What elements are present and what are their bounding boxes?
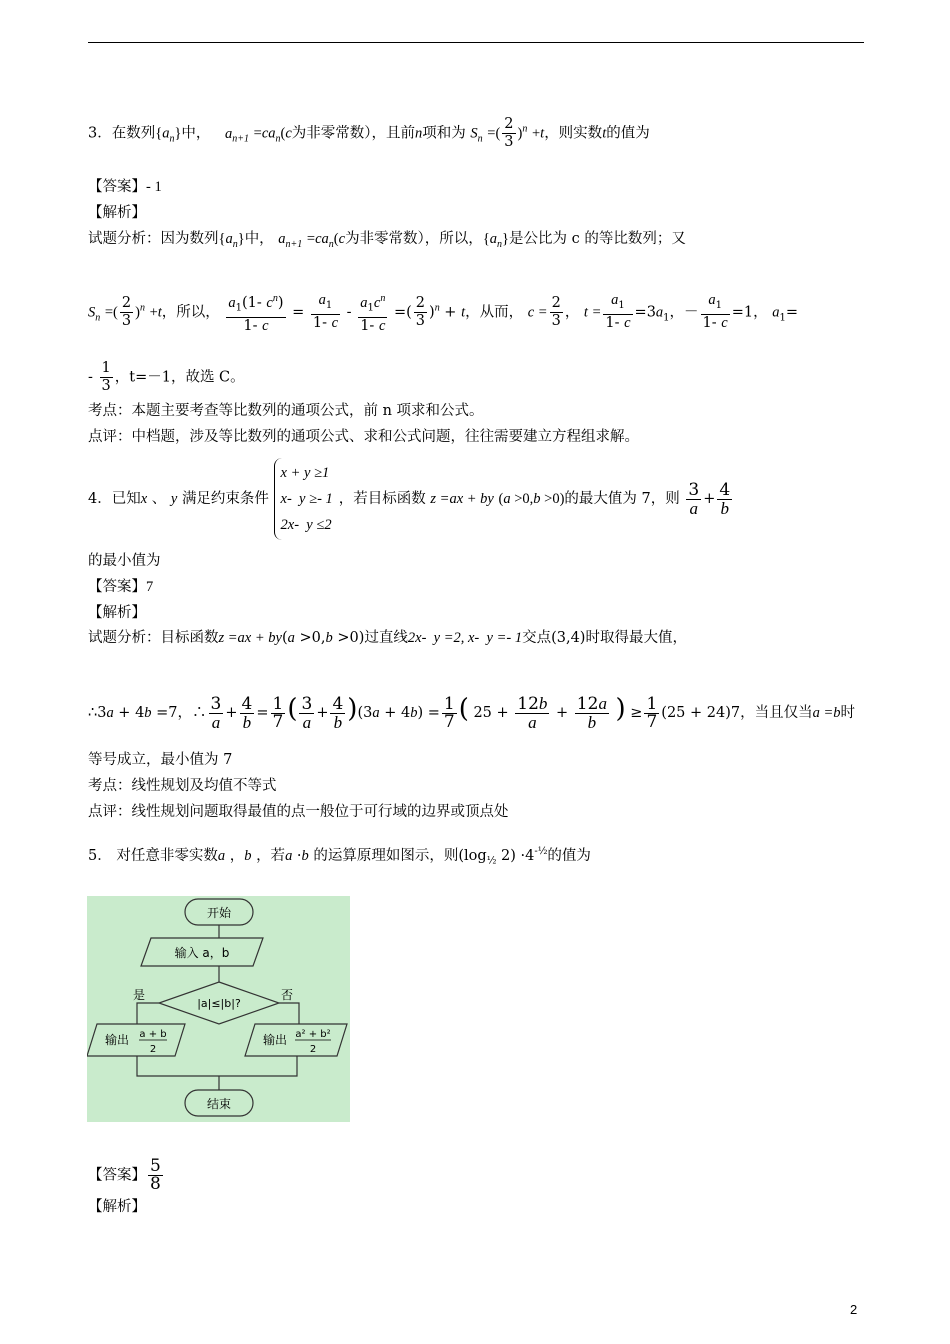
left-num: a + b — [139, 1029, 167, 1040]
output-left-node — [87, 1024, 185, 1056]
q4-analysis-3: 等号成立，最小值为 7 — [88, 752, 233, 768]
q4-analysis-2: ∴3a + 4b =7，∴ $\frac{3}{a}$ + $\frac{4}{b}$ = $\frac{1}{7}$ ( $\frac{3}{a}$ + $\frac{4}{b}$ )(3a + 4b) = $\frac{1}{7}$ ( 25 + $\frac{12b}{a}$ + $\frac{12a}{b}$ ) ≥ $\frac{1}{7}$ (25 + 24)7，当且仅当a =b时 — [88, 693, 856, 732]
q3-analysis-3: - $\frac{1}{3}$ ，t=－1，故选 C。 — [88, 360, 245, 394]
q3-analysis-label: 【解析】 — [88, 205, 146, 221]
q3-dianping: 点评：中档题，涉及等比数列的通项公式、求和公式问题，往往需要建立方程组求解。 — [88, 429, 639, 445]
left-den: 2 — [149, 1044, 157, 1055]
right-num: a² + b² — [295, 1029, 331, 1040]
q4-dianping: 点评：线性规划问题取得最值的点一般位于可行域的边界或顶点处 — [88, 804, 509, 820]
right-den: 2 — [309, 1044, 317, 1055]
output-left-label: 输出 — [105, 1033, 130, 1047]
no-label: 否 — [280, 988, 294, 1002]
page-number: 2 — [850, 1302, 858, 1317]
start-label: 开始 — [206, 906, 232, 920]
condition-label: |a|≤|b|? — [197, 997, 241, 1010]
flowchart — [87, 896, 350, 1122]
output-right-label: 输出 — [263, 1033, 288, 1047]
q5-answer: 【答案】 $\frac{5}{8}$ — [88, 1156, 161, 1194]
q3-kaodian: 考点：本题主要考查等比数列的通项公式，前 n 项求和公式。 — [88, 403, 484, 419]
q4-answer: 【答案】7 — [88, 579, 154, 595]
end-label: 结束 — [206, 1097, 232, 1111]
flowchart-svg — [87, 896, 350, 1122]
input-label: 输入 a，b — [174, 946, 230, 960]
q4-line2: 的最小值为 — [88, 553, 161, 569]
q3-analysis-2: $S_n$ =( $\frac{2}{3}$ )$^n$ +t，所以， $\frac{a_1(1- c^n)}{1- c}$ = $\frac{a_1}{1- c}$ - $\frac{a_1c^n}{1- c}$ =( $\frac{2}{3}$ )$^n$ + t，从而， c = $\frac{2}{3}$ ， t = $\frac{a_1}{1- c}$ $=3a_1$，－ $\frac{a_1}{1- c}$ =1， $a_1=$ — [88, 290, 798, 335]
q5-analysis-label: 【解析】 — [88, 1199, 146, 1215]
q4-statement: 4．已知x 、 y 满足约束条件 x + y ≥1 x- y ≥- 1 2x- y ≤2 ，若目标函数 z =ax + by (a >0,b >0)的最大值为 7，则 $\frac{3}{a}$ + $\frac{4}{b}$ — [88, 458, 734, 540]
q3-statement: 3．在数列$\{a_n\}$中， $a_{n+1} =ca_n(c$为非零常数），且前n项和为 $S_n$ =( $\frac{2}{3}$ )$^n$ +t，则实数t的值为 — [88, 116, 650, 150]
header-rule — [88, 42, 864, 43]
q4-kaodian: 考点：线性规划及均值不等式 — [88, 778, 277, 794]
yes-label: 是 — [132, 988, 146, 1002]
q5-statement: 5． 对任意非零实数a ，b ，若a ·b 的运算原理如图示，则($\log_{\frac{1}{2}}$ $2) \cdot 4^{-\frac{1}{2}}$的值为 — [88, 846, 591, 867]
q4-analysis-1: 试题分析：目标函数z =ax + by(a >0,b >0)过直线2x- y =2, x- y =- 1交点(3,4)时取得最大值， — [88, 630, 687, 646]
q3-analysis-1: 试题分析：因为数列$\{a_n\}$中， $a_{n+1} =ca_n(c$为非零常数），所以，$\{a_n\}$是公比为 c 的等比数列；又 — [88, 231, 686, 250]
q3-answer: 【答案】- 1 — [88, 179, 162, 195]
q4-analysis-label: 【解析】 — [88, 605, 146, 621]
